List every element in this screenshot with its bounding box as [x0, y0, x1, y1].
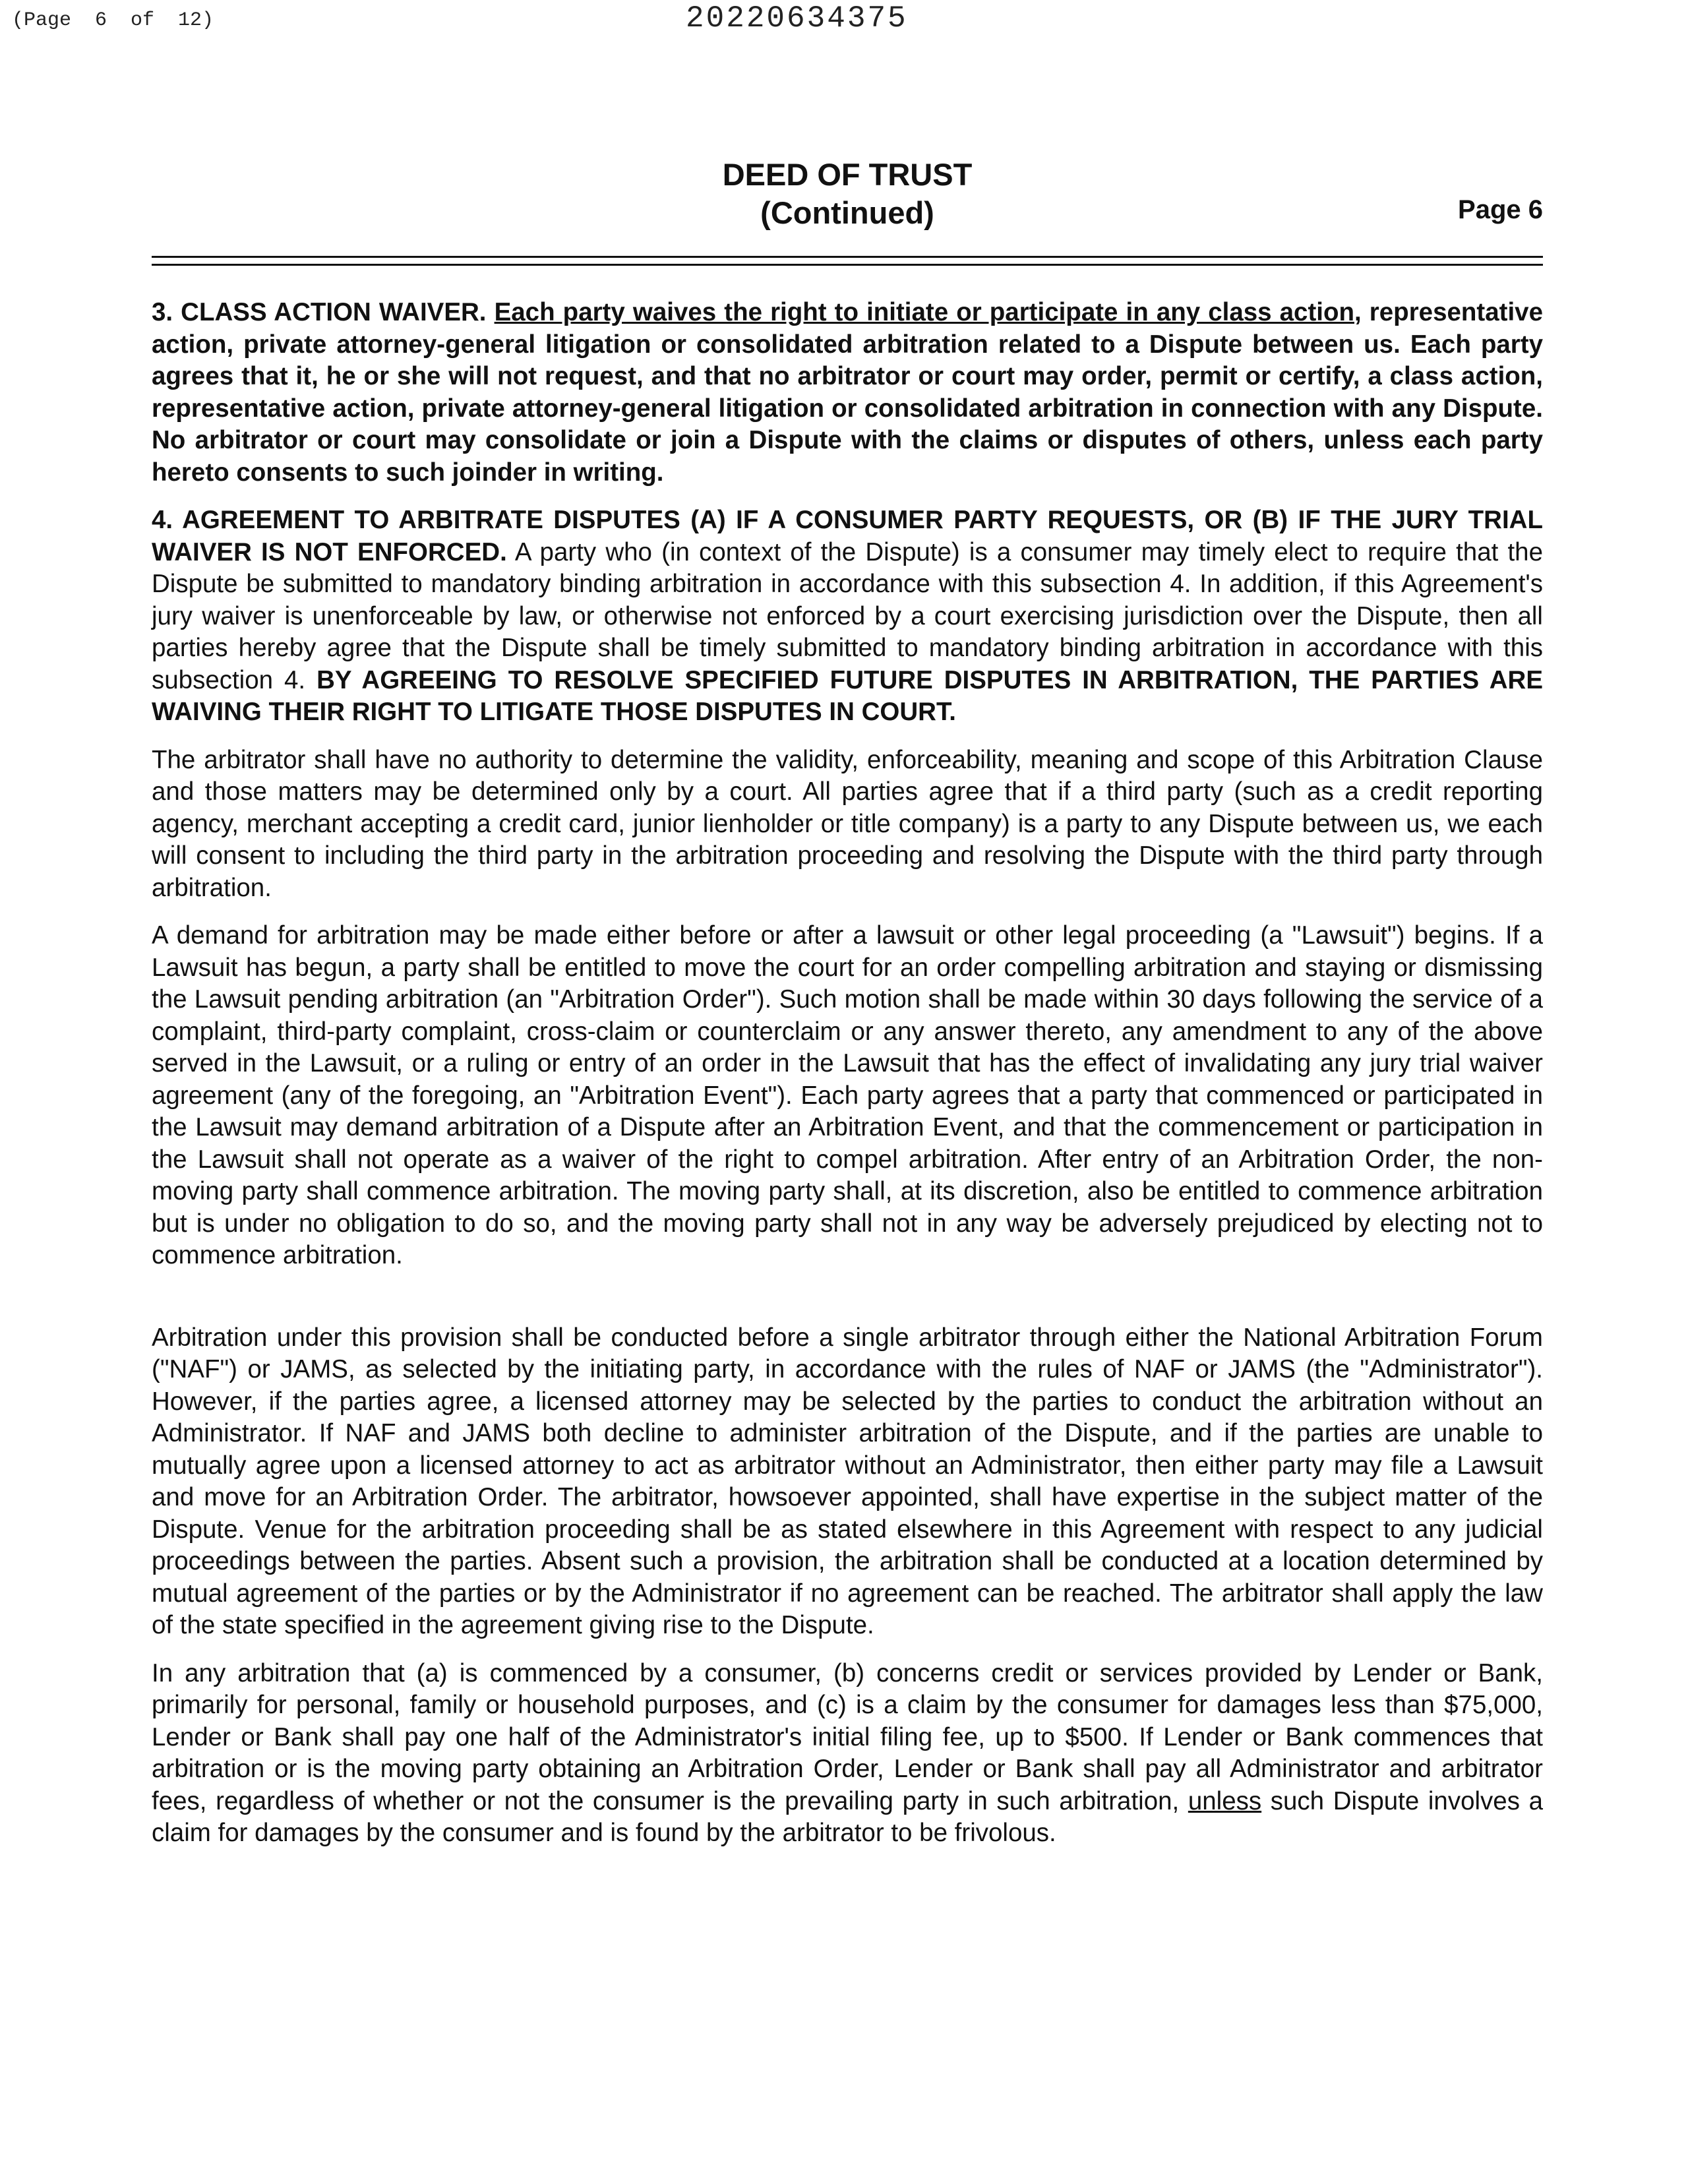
document-number-stamp: 20220634375: [686, 1, 908, 36]
section-text: , representative action, private attorney-general litigation or consolidated arbitration related to a Dispute between us. Each party agrees that it, he or she will not request, and that no arbitrator or court may order, permit or certify, a class action, representative action, private attorney-general litigation or consolidated arbitration in connection with any Dispute. No arbitrator or court may consolidate or join a Dispute with the claims or disputes of others, unless each party hereto consents to such joinder in writing.: [152, 298, 1543, 487]
section-text: A party who (in context of the Dispute) is a consumer may timely elect to require that the Dispute be submitted to mandatory binding arbitration in accordance with this subsection 4. In addition, if this Agreement's jury waiver is unenforceable by law, or otherwise not enforced by a court exercising jurisdiction over the Dispute, then all parties hereby agree that the Dispute shall be timely submitted to mandatory binding arbitration in accordance with this subsection 4.: [152, 537, 1544, 694]
section-heading: 4. AGREEMENT TO ARBITRATE DISPUTES (A) IF A CONSUMER PARTY REQUESTS, OR (B) IF THE JURY TRIAL WAIVER IS NOT ENFORCED.: [152, 506, 1543, 566]
page-count-stamp: (Page 6 of 12): [12, 9, 214, 32]
header-divider: [152, 256, 1543, 272]
document-title: DEED OF TRUST: [722, 157, 973, 192]
underlined-phrase: Each party waives the right to initiate or participate in any class action: [494, 298, 1355, 326]
page-label: Page 6: [1458, 195, 1543, 224]
section-bold-notice: BY AGREEING TO RESOLVE SPECIFIED FUTURE DISPUTES IN ARBITRATION, THE PARTIES ARE WAIVING THEIR RIGHT TO LITIGATE THOSE DISPUTES IN COURT.: [152, 665, 1544, 726]
section-class-action-waiver: [152, 297, 1543, 489]
paragraph-arbitration-fees: [152, 1658, 1543, 1850]
document-subtitle: (Continued): [760, 195, 934, 230]
section-heading: 3. CLASS ACTION WAIVER.: [152, 298, 487, 326]
paragraph-arbitration-conduct: Arbitration under this provision shall be conducted before a single arbitrator through either the National Arbitration Forum ("NAF") or JAMS, as selected by the initiating party, in accordance with the rules of NAF or JAMS (the "Administrator"). However, if the parties agree, a licensed attorney may be selected by the parties to conduct the arbitration without an Administrator. If NAF and JAMS both decline to administer arbitration of the Dispute, and if the parties are unable to mutually agree upon a licensed attorney to act as arbitrator without an Administrator, then either party may file a Lawsuit and move for an Arbitration Order. The arbitrator, howsoever appointed, shall have expertise in the subject matter of the Dispute. Venue for the arbitration proceeding shall be as stated elsewhere in this Agreement with respect to any judicial proceedings between the parties. Absent such a provision, the arbitration shall be conducted at a location determined by mutual agreement of the parties or by the Administrator if no agreement can be reached. The arbitrator shall apply the law of the state specified in the agreement giving rise to the Dispute.: [152, 1323, 1543, 1639]
divider-line: [152, 256, 1543, 258]
underlined-word: unless: [1188, 1786, 1262, 1815]
fees-text-after: such Dispute involves a claim for damages by the consumer and is found by the arbitrator to be frivolous.: [152, 1786, 1543, 1847]
divider-line: [152, 264, 1543, 266]
document-header: [152, 156, 1543, 232]
fees-text-before: In any arbitration that (a) is commenced by a consumer, (b) concerns credit or services provided by Lender or Bank, primarily for personal, family or household purposes, and (c) is a claim by the consumer for damages less than $75,000, Lender or Bank shall pay one half of the Administrator's initial filing fee, up to $500. If Lender or Bank commences that arbitration or is the moving party obtaining an Arbitration Order, Lender or Bank shall pay all Administrator and arbitrator fees, regardless of whether or not the consumer is the prevailing party in such arbitration,: [152, 1658, 1543, 1815]
document-body: [152, 297, 1543, 1866]
paragraph-arbitrator-authority: The arbitrator shall have no authority to determine the validity, enforceability, meaning and scope of this Arbitration Clause and those matters may be determined only by a court. All parties agree that if a third party (such as a credit reporting agency, merchant accepting a credit card, junior lienholder or title company) is a party to any Dispute between us, we each will consent to including the third party in the arbitration proceeding and resolving the Dispute with the third party through arbitration.: [152, 745, 1543, 902]
paragraph-demand-for-arbitration: A demand for arbitration may be made either before or after a lawsuit or other legal proceeding (a "Lawsuit") begins. If a Lawsuit has begun, a party shall be entitled to move the court for an order compelling arbitration and staying or dismissing the Lawsuit pending arbitration (an "Arbitration Order"). Such motion shall be made within 30 days following the service of a complaint, third-party complaint, cross-claim or counterclaim or any answer thereto, any amendment to any of the above served in the Lawsuit, or a ruling or entry of an order in the Lawsuit that has the effect of invalidating any jury trial waiver agreement (any of the foregoing, an "Arbitration Event"). Each party agrees that a party that commenced or participated in the Lawsuit may demand arbitration of a Dispute after an Arbitration Event, and that the commencement or participation in the Lawsuit shall not operate as a waiver of the right to compel arbitration. After entry of an Arbitration Order, the non-moving party shall commence arbitration. The moving party shall, at its discretion, also be entitled to commence arbitration but is under no obligation to do so, and the moving party shall not in any way be adversely prejudiced by electing not to commence arbitration.: [152, 921, 1543, 1269]
section-agreement-to-arbitrate: [152, 504, 1543, 729]
